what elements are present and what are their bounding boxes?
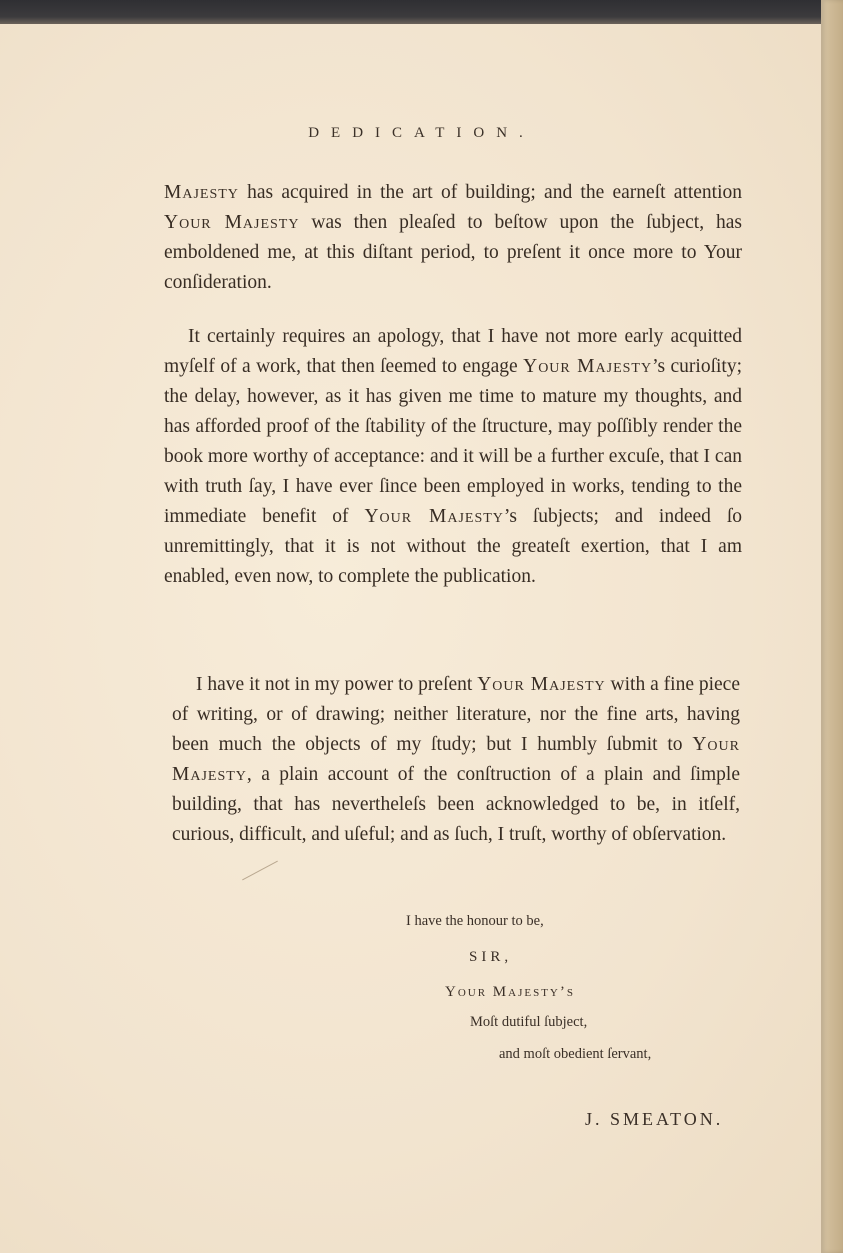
small-caps-text: Your Majesty bbox=[164, 212, 300, 233]
small-caps-text: Your Majesty bbox=[172, 734, 740, 785]
paragraph-3 bbox=[172, 670, 740, 850]
closing-line-3: Your Majesty’s bbox=[445, 984, 575, 1000]
page-heading: DEDICATION. bbox=[308, 125, 535, 141]
body-text: ’s ſubjects; and indeed ſo unremittingly, that it is not without the greateſt exertion, that I am enabled, even now, to complete the publication. bbox=[164, 506, 742, 587]
small-caps-text: Your Majesty bbox=[364, 506, 504, 527]
author-signature: J. SMEATON. bbox=[585, 1109, 724, 1129]
paragraph-2 bbox=[164, 322, 742, 592]
closing-line-1: I have the honour to be, bbox=[406, 913, 544, 929]
small-caps-text: Your Majesty bbox=[523, 356, 653, 377]
scan-top-edge bbox=[0, 0, 843, 24]
small-caps-text: Your Majesty bbox=[477, 674, 606, 695]
body-text: has acquired in the art of building; and the earneſt attention bbox=[238, 182, 742, 203]
closing-line-5: and moſt obedient ſervant, bbox=[499, 1046, 652, 1062]
small-caps-text: Majesty bbox=[164, 182, 239, 203]
body-text: was then pleaſed to beſtow upon the ſubject, has emboldened me, at this diſtant period, to preſent it once more to Your conſideration. bbox=[164, 212, 742, 293]
closing-line-4: Moſt dutiful ſubject, bbox=[470, 1014, 588, 1030]
body-text: ’s curioſity; the delay, however, as it has given me time to mature my thoughts, and has afforded proof of the ſtability of the ſtructure, may poſſibly render the book more worthy of acceptance: and it will be a further excuſe, that I can with truth ſay, I have ever ſince been employed in works, tending to the immediate benefit of bbox=[164, 356, 742, 527]
body-text: I have it not in my power to preſent bbox=[196, 674, 478, 695]
body-text: It certainly requires an apology, that I have not more early acquitted myſelf of a work, that then ſeemed to engage bbox=[164, 326, 742, 377]
body-text: , a plain account of the conſtruction of a plain and ſimple building, that has nevertheleſs been acknowledged to be, in itſelf, curious, difficult, and uſeful; and as ſuch, I truſt, worthy of obſervation. bbox=[172, 764, 740, 845]
book-spine-edge bbox=[821, 0, 843, 1253]
body-text: with a fine piece of writing, or of drawing; neither literature, nor the fine arts, having been much the objects of my ſtudy; but I humbly ſubmit to bbox=[172, 674, 740, 755]
paragraph-1 bbox=[164, 178, 742, 298]
closing-salutation: SIR, bbox=[469, 949, 513, 965]
